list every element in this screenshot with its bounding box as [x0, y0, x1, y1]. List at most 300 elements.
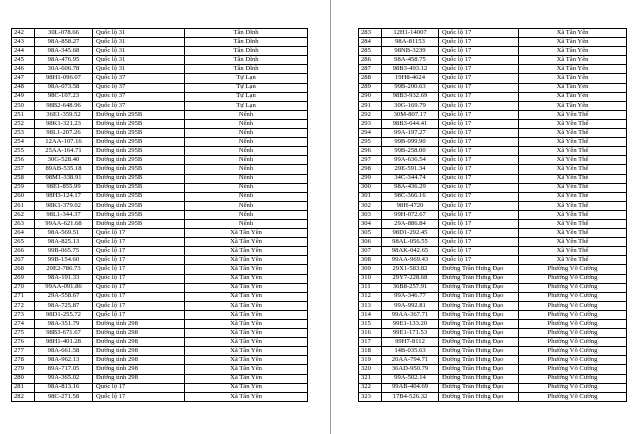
road-name-cell: Đường tỉnh 295B: [93, 119, 185, 128]
plate-number-cell: 29A-558.67: [35, 292, 93, 301]
row-number-cell: 262: [12, 210, 35, 219]
plate-number-cell: 98H1-401.28: [35, 338, 93, 347]
plate-number-cell: 12H1-14007: [382, 29, 439, 38]
plate-number-cell: 98B2-648.96: [35, 101, 93, 110]
area-name-cell: Nếnh: [185, 219, 308, 228]
road-name-cell: Quốc lộ 17: [439, 256, 519, 265]
area-name-cell: Xã Yên Thế: [519, 129, 627, 138]
plate-number-cell: 98E1-855.99: [35, 183, 93, 192]
road-name-cell: Quốc lộ 17: [439, 238, 519, 247]
table-row: [12, 119, 308, 128]
area-name-cell: Xã Yên Thế: [519, 192, 627, 201]
table-row: [359, 320, 627, 329]
row-number-cell: 273: [12, 310, 35, 319]
page-divider: [330, 0, 331, 434]
area-name-cell: Phường Võ Cường: [519, 301, 627, 310]
area-name-cell: Phường Võ Cường: [519, 283, 627, 292]
area-name-cell: Xã Yên Thế: [519, 219, 627, 228]
table-row: [359, 356, 627, 365]
road-name-cell: Quốc lộ 17: [93, 247, 185, 256]
area-name-cell: Tân Dĩnh: [185, 38, 308, 47]
plate-number-cell: 29E-591.34: [382, 165, 439, 174]
plate-number-cell: 98L1-207.26: [35, 129, 93, 138]
table-row: [359, 119, 627, 128]
road-name-cell: Đường tỉnh 298: [93, 374, 185, 383]
row-number-cell: 308: [359, 256, 382, 265]
area-name-cell: Xã Tân Yên: [185, 274, 308, 283]
area-name-cell: Xã Tân Yên: [185, 356, 308, 365]
row-number-cell: 296: [359, 147, 382, 156]
road-name-cell: Quốc lộ 17: [93, 310, 185, 319]
row-number-cell: 255: [12, 147, 35, 156]
table-row: [12, 383, 308, 392]
road-name-cell: Quốc lộ 17: [439, 183, 519, 192]
table-row: [12, 356, 308, 365]
road-name-cell: Quốc lộ 17: [439, 47, 519, 56]
area-name-cell: Nếnh: [185, 201, 308, 210]
table-row: [359, 192, 627, 201]
table-row: [12, 219, 308, 228]
table-row: [12, 65, 308, 74]
row-number-cell: 305: [359, 229, 382, 238]
table-row: [12, 229, 308, 238]
row-number-cell: 256: [12, 156, 35, 165]
table-row: [12, 192, 308, 201]
area-name-cell: Tân Dĩnh: [185, 56, 308, 65]
road-name-cell: Đường Trần Hưng Đạo: [439, 374, 519, 383]
table-row: [12, 38, 308, 47]
table-row: [12, 256, 308, 265]
area-name-cell: Xã Yên Thế: [519, 210, 627, 219]
plate-number-cell: 99B-065.75: [35, 247, 93, 256]
table-row: [359, 147, 627, 156]
row-number-cell: 264: [12, 229, 35, 238]
row-number-cell: 295: [359, 138, 382, 147]
plate-number-cell: 99B-200.63: [382, 83, 439, 92]
road-name-cell: Đường Trần Hưng Đạo: [439, 310, 519, 319]
plate-number-cell: 30M-807.17: [382, 110, 439, 119]
area-name-cell: Xã Tân Yên: [519, 56, 627, 65]
plate-number-cell: 99B-099.90: [382, 138, 439, 147]
row-number-cell: 252: [12, 119, 35, 128]
row-number-cell: 301: [359, 192, 382, 201]
road-name-cell: Đường Trần Hưng Đạo: [439, 274, 519, 283]
area-name-cell: Xã Tân Yên: [185, 301, 308, 310]
violation-table-right: [358, 28, 627, 402]
table-row: [359, 47, 627, 56]
row-number-cell: 309: [359, 265, 382, 274]
table-row: [12, 56, 308, 65]
table-row: [12, 292, 308, 301]
row-number-cell: 272: [12, 301, 35, 310]
road-name-cell: Quốc lộ 17: [439, 174, 519, 183]
row-number-cell: 310: [359, 274, 382, 283]
table-row: [359, 329, 627, 338]
row-number-cell: 246: [12, 65, 35, 74]
area-name-cell: Xã Yên Thế: [519, 183, 627, 192]
row-number-cell: 321: [359, 374, 382, 383]
row-number-cell: 303: [359, 210, 382, 219]
table-row: [12, 101, 308, 110]
road-name-cell: Quốc lộ 17: [439, 219, 519, 228]
area-name-cell: Xã Yên Thế: [519, 165, 627, 174]
plate-number-cell: 98A-661.58: [35, 347, 93, 356]
plate-number-cell: 98D1-292.45: [382, 229, 439, 238]
plate-number-cell: 98A-191.33: [35, 274, 93, 283]
row-number-cell: 257: [12, 165, 35, 174]
plate-number-cell: 98B3-493.12: [382, 65, 439, 74]
row-number-cell: 247: [12, 74, 35, 83]
row-number-cell: 293: [359, 119, 382, 128]
area-name-cell: Phường Võ Cường: [519, 274, 627, 283]
table-row: [359, 156, 627, 165]
row-number-cell: 251: [12, 110, 35, 119]
row-number-cell: 287: [359, 65, 382, 74]
row-number-cell: 258: [12, 174, 35, 183]
area-name-cell: Phường Võ Cường: [519, 310, 627, 319]
table-row: [12, 210, 308, 219]
road-name-cell: Đường Trần Hưng Đạo: [439, 320, 519, 329]
row-number-cell: 311: [359, 283, 382, 292]
area-name-cell: Xã Yên Thế: [519, 256, 627, 265]
road-name-cell: Quốc lộ 31: [93, 56, 185, 65]
row-number-cell: 245: [12, 56, 35, 65]
area-name-cell: Xã Tân Yên: [519, 65, 627, 74]
row-number-cell: 288: [359, 74, 382, 83]
area-name-cell: Nếnh: [185, 192, 308, 201]
plate-number-cell: 98K1-321.23: [35, 119, 93, 128]
road-name-cell: Quốc lộ 17: [93, 292, 185, 301]
row-number-cell: 279: [12, 365, 35, 374]
table-row: [12, 83, 308, 92]
plate-number-cell: 29Y7-228.68: [382, 274, 439, 283]
area-name-cell: Nếnh: [185, 174, 308, 183]
plate-number-cell: 30G-169.79: [382, 101, 439, 110]
plate-number-cell: 98A-962.13: [35, 356, 93, 365]
area-name-cell: Xã Yên Thế: [519, 110, 627, 119]
table-row: [359, 229, 627, 238]
road-name-cell: Đường tỉnh 295B: [93, 174, 185, 183]
road-name-cell: Quốc lộ 17: [439, 38, 519, 47]
violation-table-right-body: [359, 29, 627, 402]
road-name-cell: Quốc lộ 17: [439, 101, 519, 110]
area-name-cell: Phường Võ Cường: [519, 347, 627, 356]
road-name-cell: Đường tỉnh 295B: [93, 147, 185, 156]
area-name-cell: Phường Võ Cường: [519, 338, 627, 347]
area-name-cell: Nếnh: [185, 156, 308, 165]
table-row: [359, 256, 627, 265]
area-name-cell: Xã Yên Thế: [519, 247, 627, 256]
area-name-cell: Nếnh: [185, 119, 308, 128]
area-name-cell: Xã Tân Yên: [519, 74, 627, 83]
area-name-cell: Nếnh: [185, 138, 308, 147]
table-row: [359, 65, 627, 74]
row-number-cell: 300: [359, 183, 382, 192]
plate-number-cell: 30L-078.66: [35, 29, 93, 38]
plate-number-cell: 99AA-621.68: [35, 219, 93, 228]
table-row: [12, 201, 308, 210]
area-name-cell: Tân Dĩnh: [185, 65, 308, 74]
plate-number-cell: 98A-813.16: [35, 383, 93, 392]
table-row: [359, 365, 627, 374]
row-number-cell: 319: [359, 356, 382, 365]
table-row: [359, 129, 627, 138]
table-row: [359, 338, 627, 347]
table-row: [359, 165, 627, 174]
area-name-cell: Xã Tân Yên: [519, 29, 627, 38]
row-number-cell: 322: [359, 383, 382, 392]
table-row: [359, 174, 627, 183]
plate-number-cell: 98A-81153: [382, 38, 439, 47]
area-name-cell: Xã Tân Yên: [185, 292, 308, 301]
area-name-cell: Xã Tân Yên: [185, 374, 308, 383]
table-row: [359, 292, 627, 301]
plate-number-cell: 98AK-042.65: [382, 247, 439, 256]
table-row: [359, 29, 627, 38]
table-row: [12, 238, 308, 247]
row-number-cell: 242: [12, 29, 35, 38]
row-number-cell: 290: [359, 92, 382, 101]
plate-number-cell: 99E1-133.20: [382, 320, 439, 329]
row-number-cell: 314: [359, 310, 382, 319]
area-name-cell: Xã Tân Yên: [185, 283, 308, 292]
road-name-cell: Quốc lộ 17: [93, 256, 185, 265]
area-name-cell: Xã Tân Yên: [185, 365, 308, 374]
row-number-cell: 248: [12, 83, 35, 92]
row-number-cell: 277: [12, 347, 35, 356]
plate-number-cell: 98H3-124.17: [35, 192, 93, 201]
area-name-cell: Xã Tân Yên: [519, 38, 627, 47]
plate-number-cell: 89AB-535.18: [35, 165, 93, 174]
road-name-cell: Đường tỉnh 295B: [93, 219, 185, 228]
area-name-cell: Xã Tân Yên: [185, 265, 308, 274]
violation-table-left-body: [12, 29, 308, 402]
plate-number-cell: 99AB-404.69: [382, 383, 439, 392]
road-name-cell: Đường tỉnh 295B: [93, 129, 185, 138]
area-name-cell: Phường Võ Cường: [519, 374, 627, 383]
row-number-cell: 282: [12, 392, 35, 401]
road-name-cell: Quốc lộ 17: [439, 92, 519, 101]
plate-number-cell: 98B3-671.67: [35, 329, 93, 338]
road-name-cell: Đường Trần Hưng Đạo: [439, 356, 519, 365]
road-name-cell: Đường tỉnh 298: [93, 338, 185, 347]
row-number-cell: 268: [12, 265, 35, 274]
table-row: [12, 92, 308, 101]
row-number-cell: 283: [359, 29, 382, 38]
road-name-cell: Quốc lộ 17: [439, 119, 519, 128]
row-number-cell: 318: [359, 347, 382, 356]
row-number-cell: 271: [12, 292, 35, 301]
plate-number-cell: 98A-345.68: [35, 47, 93, 56]
area-name-cell: Xã Tân Yên: [185, 247, 308, 256]
road-name-cell: Quốc lộ 31: [93, 47, 185, 56]
road-name-cell: Đường tỉnh 295B: [93, 183, 185, 192]
row-number-cell: 315: [359, 320, 382, 329]
area-name-cell: Nếnh: [185, 110, 308, 119]
table-row: [12, 283, 308, 292]
plate-number-cell: 98A-476.95: [35, 56, 93, 65]
row-number-cell: 253: [12, 129, 35, 138]
road-name-cell: Đường tỉnh 295B: [93, 165, 185, 174]
area-name-cell: Xã Yên Thế: [519, 174, 627, 183]
road-name-cell: Quốc lộ 17: [439, 138, 519, 147]
table-row: [12, 320, 308, 329]
road-name-cell: Quốc lộ 17: [439, 56, 519, 65]
area-name-cell: Xã Yên Thế: [519, 229, 627, 238]
table-row: [359, 310, 627, 319]
table-row: [12, 347, 308, 356]
plate-number-cell: 98B3-644.41: [382, 119, 439, 128]
area-name-cell: Phường Võ Cường: [519, 329, 627, 338]
plate-number-cell: 99B-154.60: [35, 256, 93, 265]
area-name-cell: Xã Tân Yên: [185, 310, 308, 319]
road-name-cell: Quốc lộ 17: [93, 229, 185, 238]
road-name-cell: Đường tỉnh 298: [93, 356, 185, 365]
road-name-cell: Đường tỉnh 295B: [93, 156, 185, 165]
road-name-cell: Đường Trần Hưng Đạo: [439, 329, 519, 338]
road-name-cell: Quốc lộ 17: [439, 156, 519, 165]
plate-number-cell: 98B3-932.69: [382, 92, 439, 101]
table-row: [359, 392, 627, 401]
plate-number-cell: 36AD-950.79: [382, 365, 439, 374]
row-number-cell: 280: [12, 374, 35, 383]
table-row: [12, 329, 308, 338]
table-row: [359, 92, 627, 101]
row-number-cell: 275: [12, 329, 35, 338]
road-name-cell: Đường tỉnh 295B: [93, 138, 185, 147]
table-row: [359, 374, 627, 383]
plate-number-cell: 99E1-171.53: [382, 329, 439, 338]
plate-number-cell: 99A-992.81: [382, 301, 439, 310]
area-name-cell: Xã Tân Yên: [185, 338, 308, 347]
road-name-cell: Đường Trần Hưng Đạo: [439, 292, 519, 301]
plate-number-cell: 98M1-338.91: [35, 174, 93, 183]
area-name-cell: Nếnh: [185, 147, 308, 156]
road-name-cell: Quốc lộ 17: [439, 192, 519, 201]
plate-number-cell: 99A-346.77: [382, 292, 439, 301]
table-row: [359, 83, 627, 92]
area-name-cell: Phường Võ Cường: [519, 383, 627, 392]
table-row: [12, 138, 308, 147]
area-name-cell: Xã Yên Thế: [519, 119, 627, 128]
row-number-cell: 307: [359, 247, 382, 256]
table-row: [12, 374, 308, 383]
table-row: [12, 165, 308, 174]
table-row: [12, 174, 308, 183]
table-row: [12, 110, 308, 119]
plate-number-cell: 99AA-091.86: [35, 283, 93, 292]
violation-table-left: [11, 28, 308, 402]
plate-number-cell: 89A-717.05: [35, 365, 93, 374]
plate-number-cell: 29E2-786.73: [35, 265, 93, 274]
road-name-cell: Đường Trần Hưng Đạo: [439, 301, 519, 310]
table-row: [12, 183, 308, 192]
road-name-cell: Đường tỉnh 295B: [93, 210, 185, 219]
road-name-cell: Quốc lộ 31: [93, 29, 185, 38]
plate-number-cell: 30A-606.78: [35, 65, 93, 74]
road-name-cell: Đường tỉnh 295B: [93, 110, 185, 119]
road-name-cell: Quốc lộ 17: [439, 210, 519, 219]
table-row: [12, 365, 308, 374]
plate-number-cell: 99H7-8112: [382, 338, 439, 347]
plate-number-cell: 99A-636.54: [382, 156, 439, 165]
plate-number-cell: 99A-365.02: [35, 374, 93, 383]
road-name-cell: Quốc lộ 17: [93, 392, 185, 401]
area-name-cell: Xã Tân Yên: [185, 320, 308, 329]
plate-number-cell: 99AA-969.43: [382, 256, 439, 265]
plate-number-cell: 36E1-359.52: [35, 110, 93, 119]
table-row: [12, 247, 308, 256]
row-number-cell: 244: [12, 47, 35, 56]
road-name-cell: Đường tỉnh 298: [93, 347, 185, 356]
road-name-cell: Quốc lộ 17: [439, 83, 519, 92]
row-number-cell: 269: [12, 274, 35, 283]
plate-number-cell: 99AA-367.71: [382, 310, 439, 319]
plate-number-cell: 14B-035.63: [382, 347, 439, 356]
plate-number-cell: 98A-725.87: [35, 301, 93, 310]
area-name-cell: Phường Võ Cường: [519, 365, 627, 374]
area-name-cell: Xã Yên Thế: [519, 201, 627, 210]
area-name-cell: Tự Lạn: [185, 92, 308, 101]
area-name-cell: Xã Yên Thế: [519, 156, 627, 165]
area-name-cell: Tự Lạn: [185, 74, 308, 83]
area-name-cell: Xã Tân Yên: [185, 383, 308, 392]
row-number-cell: 298: [359, 165, 382, 174]
row-number-cell: 261: [12, 201, 35, 210]
road-name-cell: Quốc lộ 17: [439, 165, 519, 174]
table-row: [359, 56, 627, 65]
row-number-cell: 286: [359, 56, 382, 65]
area-name-cell: Phường Võ Cường: [519, 320, 627, 329]
road-name-cell: Quốc lộ 17: [439, 229, 519, 238]
table-row: [359, 383, 627, 392]
plate-number-cell: 98L1-344.37: [35, 210, 93, 219]
area-name-cell: Xã Tân Yên: [185, 329, 308, 338]
table-row: [12, 29, 308, 38]
table-row: [359, 238, 627, 247]
table-row: [359, 101, 627, 110]
road-name-cell: Đường Trần Hưng Đạo: [439, 365, 519, 374]
plate-number-cell: 98A-569.51: [35, 229, 93, 238]
row-number-cell: 278: [12, 356, 35, 365]
road-name-cell: Đường tỉnh 295B: [93, 201, 185, 210]
table-row: [359, 274, 627, 283]
plate-number-cell: 25AA-164.71: [35, 147, 93, 156]
area-name-cell: Phường Võ Cường: [519, 292, 627, 301]
plate-number-cell: 98A-351.79: [35, 320, 93, 329]
row-number-cell: 299: [359, 174, 382, 183]
road-name-cell: Quốc lộ 17: [93, 238, 185, 247]
area-name-cell: Xã Tân Yên: [519, 83, 627, 92]
area-name-cell: Xã Tân Yên: [519, 101, 627, 110]
road-name-cell: Quốc lộ 17: [93, 383, 185, 392]
road-name-cell: Quốc lộ 17: [439, 74, 519, 83]
plate-number-cell: 99A-502.14: [382, 374, 439, 383]
plate-number-cell: 98AL-056.55: [382, 238, 439, 247]
row-number-cell: 323: [359, 392, 382, 401]
road-name-cell: Quốc lộ 31: [93, 65, 185, 74]
row-number-cell: 254: [12, 138, 35, 147]
road-name-cell: Quốc lộ 37: [93, 92, 185, 101]
plate-number-cell: 29A-886.84: [382, 219, 439, 228]
row-number-cell: 317: [359, 338, 382, 347]
table-row: [359, 38, 627, 47]
road-name-cell: Đường Trần Hưng Đạo: [439, 265, 519, 274]
road-name-cell: Đường Trần Hưng Đạo: [439, 283, 519, 292]
plate-number-cell: 98A-073.58: [35, 83, 93, 92]
table-row: [12, 310, 308, 319]
row-number-cell: 250: [12, 101, 35, 110]
